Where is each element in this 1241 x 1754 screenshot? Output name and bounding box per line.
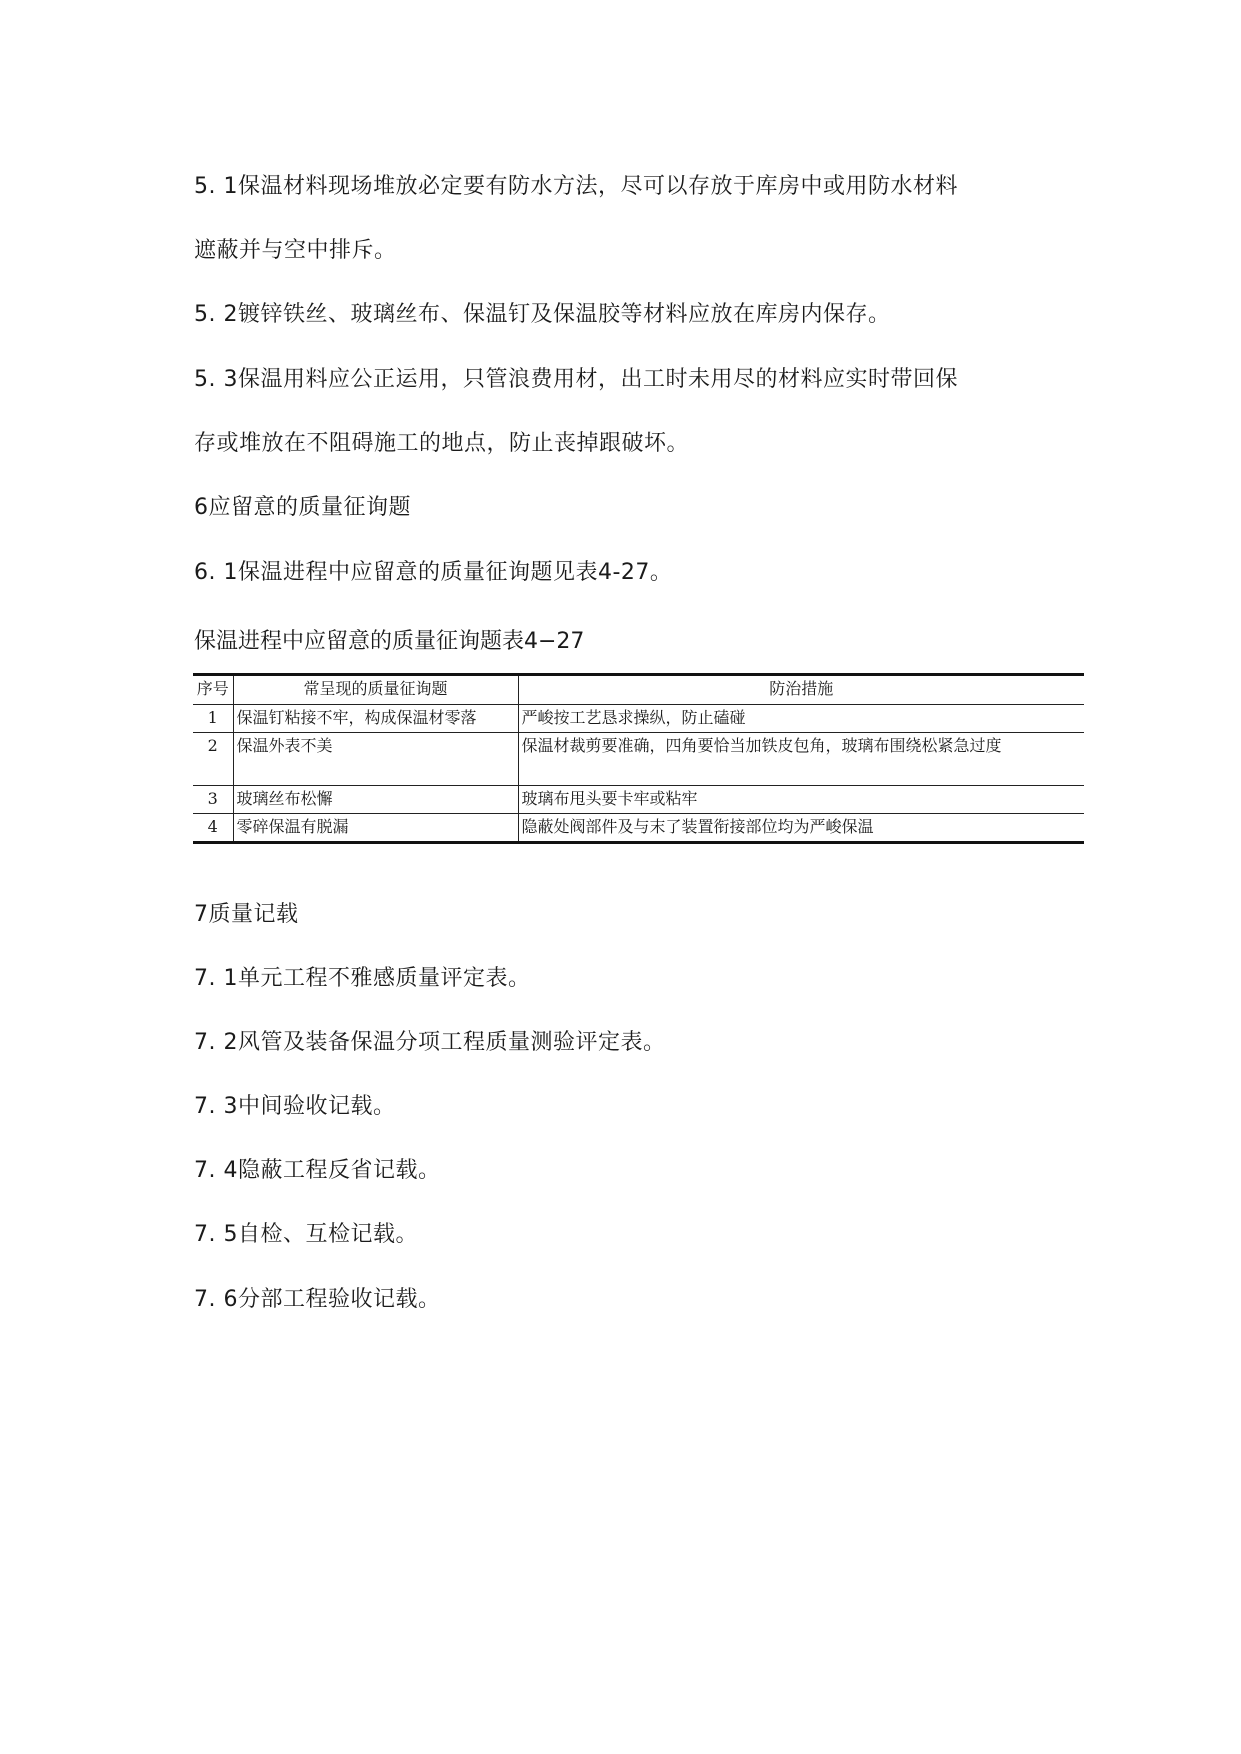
header-problem: 常呈现的质量征询题 [233, 675, 518, 705]
row-problem: 零碎保温有脱漏 [233, 814, 518, 843]
table-row [193, 786, 1084, 814]
table-row [193, 814, 1084, 843]
quality-issues-table [193, 673, 1084, 844]
row-measure: 严峻按工艺恳求操纵，防止磕碰 [518, 705, 1084, 733]
row-problem: 玻璃丝布松懈 [233, 786, 518, 814]
row-index: 1 [193, 705, 233, 733]
record-item-7-2: 7. 2风管及装备保温分项工程质量测验评定表。 [194, 1030, 666, 1055]
record-item-7-3: 7. 3中间验收记载。 [194, 1094, 396, 1119]
header-index: 序号 [193, 675, 233, 705]
paragraph-5-1-line-2: 遮蔽并与空中排斥。 [194, 238, 397, 263]
row-index: 4 [193, 814, 233, 843]
row-measure: 玻璃布甩头要卡牢或粘牢 [518, 786, 1084, 814]
row-index: 3 [193, 786, 233, 814]
paragraph-6-1: 6. 1保温进程中应留意的质量征询题见表4-27。 [194, 560, 673, 585]
row-problem: 保温外表不美 [233, 733, 518, 786]
row-index: 2 [193, 733, 233, 786]
section-7-heading: 7质量记载 [194, 902, 299, 927]
table-title: 保温进程中应留意的质量征询题表4−27 [194, 629, 585, 654]
record-item-7-6: 7. 6分部工程验收记载。 [194, 1287, 441, 1312]
table-header-row [193, 675, 1084, 705]
record-item-7-5: 7. 5自检、互检记载。 [194, 1222, 418, 1247]
paragraph-5-2: 5. 2镀锌铁丝、玻璃丝布、保温钉及保温胶等材料应放在库房内保存。 [194, 302, 891, 327]
paragraph-5-3-line-2: 存或堆放在不阻碍施工的地点，防止丧掉跟破坏。 [194, 431, 690, 456]
row-problem: 保温钉粘接不牢，构成保温材零落 [233, 705, 518, 733]
row-measure: 隐蔽处阀部件及与末了装置衔接部位均为严峻保温 [518, 814, 1084, 843]
record-item-7-1: 7. 1单元工程不雅感质量评定表。 [194, 966, 531, 991]
header-measure: 防治措施 [518, 675, 1084, 705]
table-row [193, 733, 1084, 786]
record-item-7-4: 7. 4隐蔽工程反省记载。 [194, 1158, 441, 1183]
section-6-heading: 6应留意的质量征询题 [194, 495, 411, 520]
paragraph-5-3-line-1: 5. 3保温用料应公正运用，只管浪费用材，出工时未用尽的材料应实时带回保 [194, 367, 958, 392]
paragraph-5-1-line-1: 5. 1保温材料现场堆放必定要有防水方法，尽可以存放于库房中或用防水材料 [194, 174, 958, 199]
row-measure: 保温材裁剪要准确，四角要恰当加铁皮包角，玻璃布围绕松紧急过度 [518, 733, 1084, 786]
table-row [193, 705, 1084, 733]
